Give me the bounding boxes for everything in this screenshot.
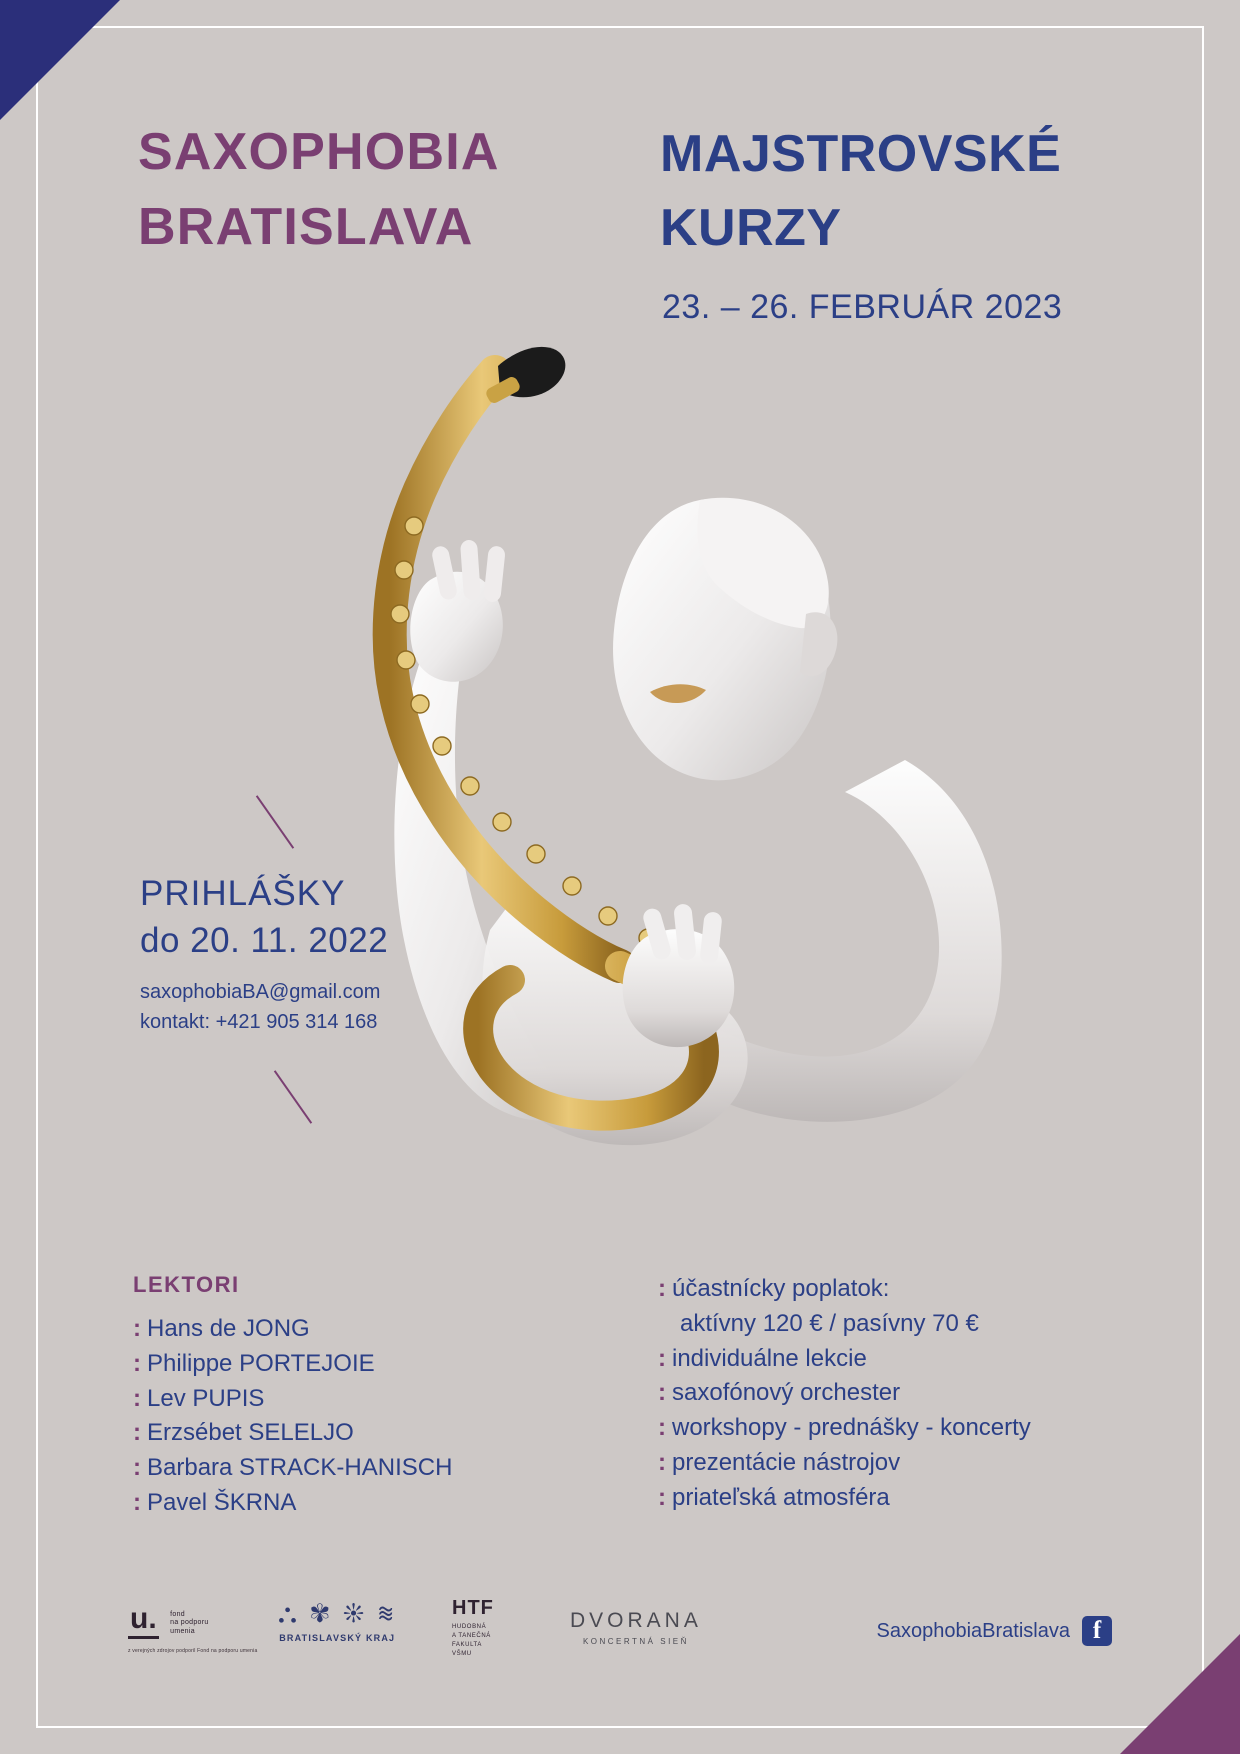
title-right-line2: KURZY <box>660 198 842 257</box>
detail-text: individuálne lekcie <box>672 1344 867 1372</box>
list-item <box>658 1376 1031 1411</box>
bullet-colon: : <box>658 1344 666 1372</box>
fpu-text-line1: fond <box>170 1610 185 1618</box>
bullet-colon: : <box>133 1454 141 1482</box>
htf-line4: VŠMU <box>452 1651 472 1657</box>
detail-text: workshopy - prednášky - koncerty <box>672 1414 1031 1442</box>
dvorana-name: DVORANA <box>570 1609 702 1632</box>
title-left-line1: SAXOPHOBIA <box>138 123 500 181</box>
lector-name: Erzsébet SELELJO <box>147 1419 354 1447</box>
detail-text: saxofónový orchester <box>672 1379 901 1407</box>
bullet-colon: : <box>658 1414 666 1442</box>
corner-decoration-top-left <box>0 0 120 120</box>
bullet-colon: : <box>658 1379 666 1407</box>
detail-text: prezentácie nástrojov <box>672 1448 901 1476</box>
list-item <box>133 1382 452 1417</box>
corner-decoration-bottom-right <box>1120 1634 1240 1754</box>
title-left-line2: BRATISLAVA <box>138 198 474 257</box>
list-item <box>658 1272 1031 1307</box>
detail-text: účastnícky poplatok: <box>672 1275 890 1302</box>
fpu-fine-print: z verejných zdrojov podporil Fond na podporu umenia <box>128 1648 258 1654</box>
fpu-text-line2: na podporu <box>170 1619 209 1627</box>
logo-fpu <box>128 1604 257 1654</box>
bullet-colon: : <box>133 1488 141 1516</box>
list-item-sub <box>658 1307 1031 1342</box>
contact-phone[interactable]: kontakt: +421 905 314 168 <box>140 1010 378 1033</box>
applications-deadline: do 20. 11. 2022 <box>140 921 389 961</box>
applications-heading: PRIHLÁŠKY <box>140 874 346 913</box>
fpu-text-line3: umenia <box>170 1628 195 1636</box>
applications-block <box>140 870 388 1037</box>
bullet-colon: : <box>658 1448 666 1476</box>
htf-line2: A TANEČNÁ <box>452 1633 491 1639</box>
bullet-colon: : <box>658 1483 666 1511</box>
bullet-colon: : <box>133 1315 141 1342</box>
lector-name: Pavel ŠKRNA <box>147 1488 297 1516</box>
poster-title-right <box>660 118 1061 266</box>
list-item <box>133 1451 452 1486</box>
list-item <box>133 1347 452 1382</box>
dvorana-subtitle: KONCERTNÁ SIEŇ <box>582 1637 689 1646</box>
list-item <box>658 1481 1031 1516</box>
contact-email[interactable]: saxophobiaBA@gmail.com <box>140 980 381 1003</box>
social-link[interactable] <box>877 1616 1112 1646</box>
fpu-text <box>170 1611 208 1637</box>
fpu-mark: u. <box>128 1604 159 1639</box>
title-right-line1: MAJSTROVSKÉ <box>660 125 1062 183</box>
bullet-colon: : <box>133 1384 141 1412</box>
event-date: 23. – 26. FEBRUÁR 2023 <box>662 288 1063 326</box>
htf-subtitle <box>452 1623 494 1659</box>
lector-name: Philippe PORTEJOIE <box>147 1349 375 1377</box>
bullet-colon: : <box>133 1419 141 1447</box>
logo-bratislavsky-kraj <box>278 1600 396 1643</box>
lectors-list <box>133 1312 452 1521</box>
lectors-heading: LEKTORI <box>133 1272 240 1297</box>
bsk-glyph-icon: ⛬ ✾ ❊ ≋ <box>278 1598 397 1628</box>
details-list <box>658 1272 1031 1516</box>
detail-text: aktívny 120 € / pasívny 70 € <box>680 1309 979 1337</box>
bullet-colon: : <box>658 1275 666 1302</box>
detail-text: priateľská atmosféra <box>672 1483 890 1511</box>
lector-name: Hans de JONG <box>147 1315 310 1342</box>
lectors-block <box>133 1272 452 1521</box>
list-item <box>133 1416 452 1451</box>
list-item <box>658 1411 1031 1446</box>
facebook-icon[interactable]: f <box>1082 1616 1112 1646</box>
lector-name: Lev PUPIS <box>147 1384 265 1412</box>
list-item <box>658 1446 1031 1481</box>
logo-htf-vsmu <box>452 1598 494 1659</box>
footer-logos <box>0 1596 1240 1676</box>
logo-dvorana <box>570 1610 702 1646</box>
htf-line3: FAKULTA <box>452 1642 482 1648</box>
bsk-name: BRATISLAVSKÝ KRAJ <box>279 1633 396 1643</box>
list-item <box>658 1342 1031 1377</box>
list-item <box>133 1312 452 1347</box>
list-item <box>133 1486 452 1521</box>
bullet-colon: : <box>133 1349 141 1377</box>
htf-line1: HUDOBNÁ <box>452 1624 487 1630</box>
details-block <box>658 1272 1031 1516</box>
social-handle: SaxophobiaBratislava <box>876 1619 1070 1642</box>
poster-title-left <box>138 115 500 266</box>
htf-mark: HTF <box>452 1597 494 1619</box>
lector-name: Barbara STRACK-HANISCH <box>147 1454 453 1482</box>
